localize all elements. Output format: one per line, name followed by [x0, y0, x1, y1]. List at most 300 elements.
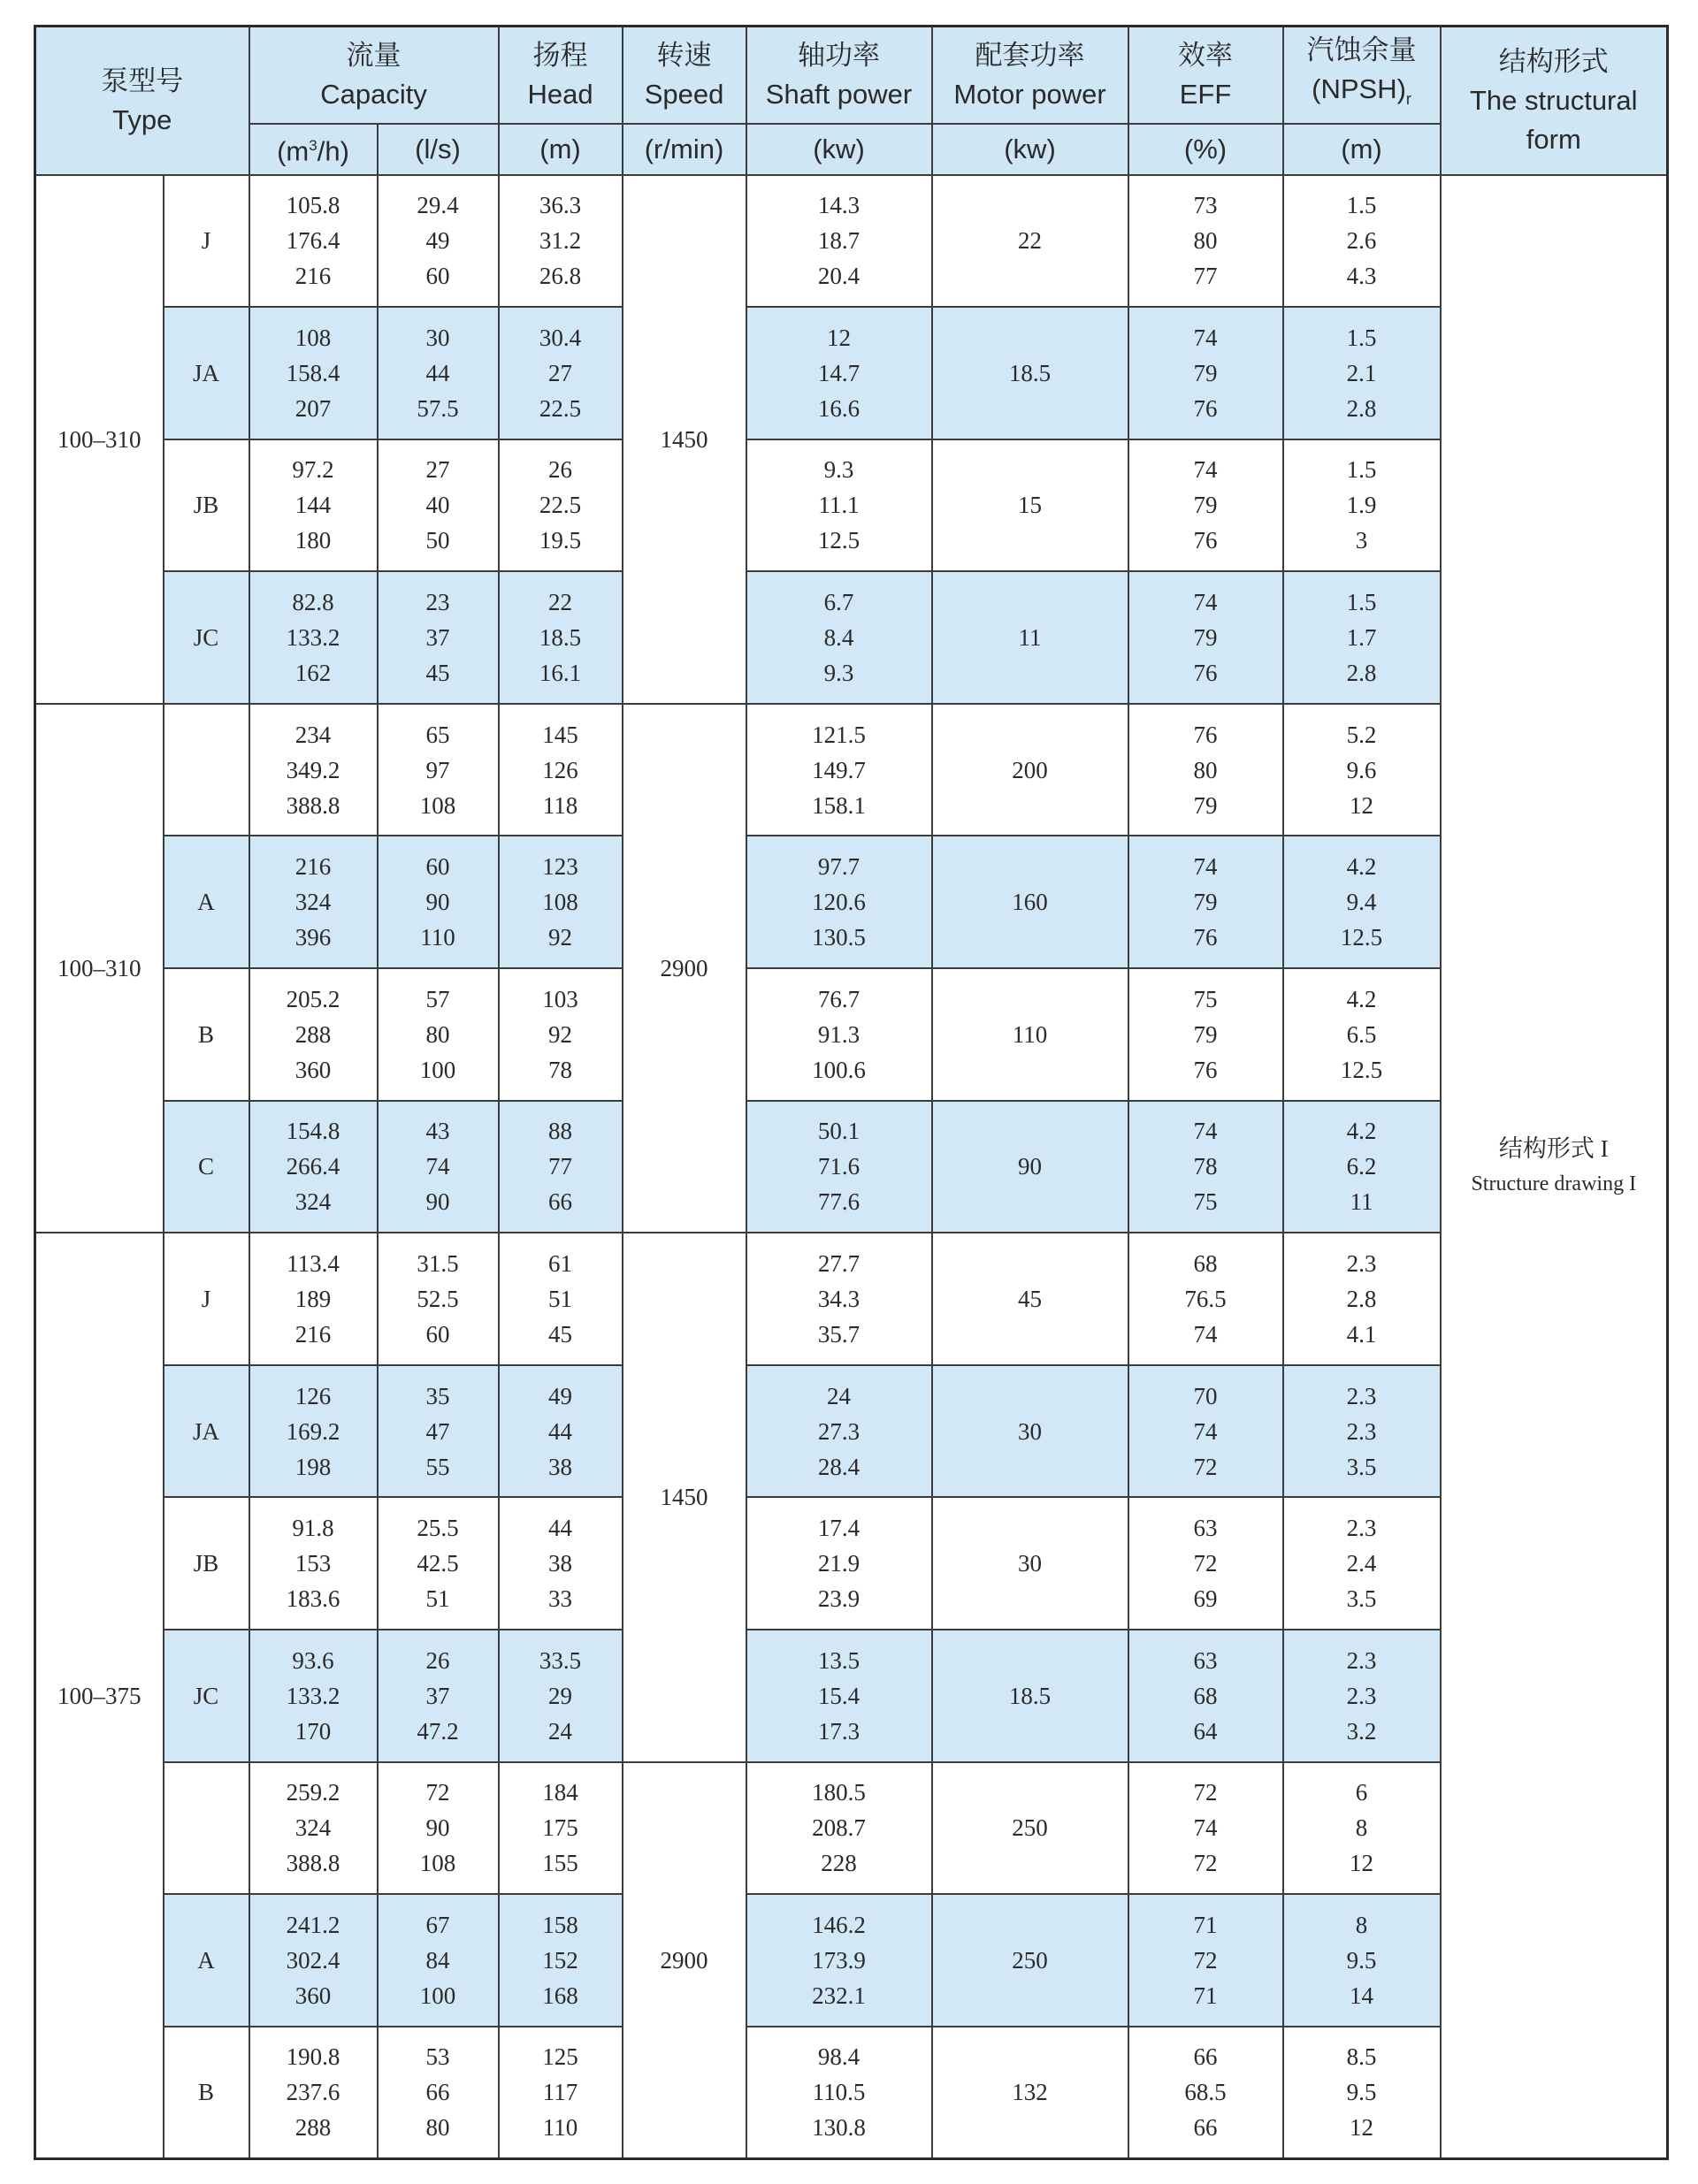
- npsh-value: 3.5: [1346, 1585, 1377, 1613]
- eff-value: 70: [1193, 1382, 1218, 1409]
- q_ls-cell: [378, 1497, 499, 1630]
- eff-value: 71: [1193, 1982, 1218, 2010]
- head-value: 38: [548, 1453, 573, 1480]
- eff-cell: [1128, 1762, 1283, 1895]
- q_m3h-value: 158.4: [286, 359, 340, 386]
- npsh-value: 8: [1355, 1814, 1368, 1842]
- q_m3h-value: 324: [294, 889, 332, 916]
- q_ls-value: 55: [425, 1453, 450, 1480]
- eff-value: 63: [1193, 1646, 1218, 1674]
- q_ls-value: 25.5: [417, 1515, 459, 1542]
- q_ls-value: 27: [425, 456, 450, 484]
- eff-value: 77: [1193, 263, 1218, 290]
- npsh-value: 4.2: [1346, 985, 1377, 1012]
- eff-value: 79: [1193, 359, 1218, 386]
- shaft-cell: [746, 307, 932, 439]
- head-value: 123: [542, 853, 578, 881]
- model-cell: 100–310: [35, 704, 164, 1233]
- q_ls-cell: [378, 1762, 499, 1895]
- npsh-cell: [1283, 1101, 1441, 1233]
- q_m3h-cell: [249, 175, 378, 308]
- eff-value: 76.5: [1184, 1286, 1227, 1313]
- q_m3h-cell: [249, 307, 378, 439]
- q_ls-value: 74: [425, 1153, 450, 1180]
- table-row: [35, 571, 1668, 704]
- eff-value: 69: [1193, 1585, 1218, 1613]
- npsh-cell: [1283, 175, 1441, 308]
- shaft-value: 21.9: [817, 1550, 860, 1577]
- head-value: 22.5: [539, 394, 582, 422]
- head-value: 27: [548, 359, 573, 386]
- shaft-value: 208.7: [812, 1814, 866, 1842]
- shaft-cell: [746, 571, 932, 704]
- q_m3h-value: 176.4: [286, 227, 340, 255]
- eff-cell: [1128, 1101, 1283, 1233]
- npsh-cell: [1283, 1630, 1441, 1762]
- npsh-value: 3.2: [1346, 1717, 1377, 1745]
- unit-m3h: $(m^3/h)$: [249, 124, 378, 175]
- motor-cell: 132: [932, 2027, 1128, 2159]
- eff-value: 79: [1193, 791, 1218, 819]
- q_m3h-value: 170: [294, 1717, 332, 1745]
- q_m3h-cell: [249, 1101, 378, 1233]
- eff-value: 68: [1193, 1250, 1218, 1278]
- table-body: [35, 175, 1668, 2159]
- q_m3h-value: 198: [294, 1453, 332, 1480]
- header-speed: 转速 Speed: [623, 27, 746, 124]
- eff-cell: [1128, 836, 1283, 968]
- q_ls-value: 60: [425, 1321, 450, 1348]
- table-row: [35, 968, 1668, 1101]
- npsh-value: 2.4: [1346, 1550, 1377, 1577]
- npsh-value: 1.5: [1346, 456, 1377, 484]
- q_ls-value: 108: [419, 1850, 456, 1877]
- eff-value: 79: [1193, 1020, 1218, 1048]
- q_ls-value: 23: [425, 589, 450, 616]
- head-cell: [499, 439, 623, 572]
- q_m3h-value: 237.6: [286, 2079, 340, 2106]
- head-value: 61: [548, 1250, 573, 1278]
- q_ls-value: 80: [425, 2114, 450, 2142]
- unit-kw-shaft: (kw): [746, 124, 932, 175]
- q_ls-value: 31.5: [417, 1250, 459, 1278]
- npsh-cell: [1283, 439, 1441, 572]
- npsh-value: 2.1: [1346, 359, 1377, 386]
- shaft-value: 34.3: [817, 1286, 860, 1313]
- shaft-value: 91.3: [817, 1020, 860, 1048]
- q_m3h-value: 216: [294, 853, 332, 881]
- q_ls-value: 65: [425, 721, 450, 748]
- head-value: 26.8: [539, 263, 582, 290]
- table-row: [35, 1762, 1668, 1895]
- q_m3h-value: 97.2: [292, 456, 334, 484]
- head-value: 78: [548, 1056, 573, 1083]
- shaft-value: 28.4: [817, 1453, 860, 1480]
- table-row: [35, 1233, 1668, 1365]
- shaft-value: 158.1: [812, 791, 866, 819]
- variant-cell: J: [164, 1233, 249, 1365]
- motor-cell: 30: [932, 1497, 1128, 1630]
- q_ls-cell: [378, 836, 499, 968]
- header-head: 扬程 Head: [499, 27, 623, 124]
- header-npsh: 汽蚀余量 $(NPSH)_r$: [1283, 27, 1441, 124]
- table-row: [35, 175, 1668, 308]
- shaft-cell: [746, 439, 932, 572]
- variant-cell: [164, 704, 249, 836]
- shaft-cell: [746, 836, 932, 968]
- eff-value: 72: [1193, 1453, 1218, 1480]
- npsh-cell: [1283, 1762, 1441, 1895]
- head-value: 145: [542, 721, 578, 748]
- shaft-value: 100.6: [812, 1056, 866, 1083]
- npsh-cell: [1283, 2027, 1441, 2159]
- q_m3h-cell: [249, 2027, 378, 2159]
- q_ls-value: 50: [425, 527, 450, 554]
- variant-cell: JC: [164, 1630, 249, 1762]
- eff-value: 71: [1193, 1912, 1218, 1939]
- shaft-value: 97.7: [817, 853, 860, 881]
- q_m3h-value: 234: [294, 721, 332, 748]
- head-value: 45: [548, 1321, 573, 1348]
- head-value: 126: [542, 756, 578, 783]
- eff-value: 74: [1193, 589, 1218, 616]
- eff-value: 68: [1193, 1682, 1218, 1709]
- shaft-value: 77.6: [817, 1188, 860, 1216]
- q_ls-value: 110: [420, 924, 455, 951]
- npsh-value: 3: [1355, 527, 1368, 554]
- shaft-value: 17.3: [817, 1717, 860, 1745]
- eff-value: 79: [1193, 492, 1218, 519]
- header-shaft-power: 轴功率 Shaft power: [746, 27, 932, 124]
- shaft-value: 98.4: [817, 2043, 860, 2071]
- shaft-value: 50.1: [817, 1118, 860, 1145]
- npsh-value: 9.5: [1346, 2079, 1377, 2106]
- shaft-value: 27.7: [817, 1250, 860, 1278]
- shaft-value: 16.6: [817, 394, 860, 422]
- head-value: 88: [548, 1118, 573, 1145]
- head-cell: [499, 307, 623, 439]
- q_m3h-value: 82.8: [292, 589, 334, 616]
- shaft-value: 13.5: [817, 1646, 860, 1674]
- shaft-value: 228: [821, 1850, 857, 1877]
- head-value: 175: [542, 1814, 578, 1842]
- npsh-value: 4.1: [1346, 1321, 1377, 1348]
- q_m3h-cell: [249, 1233, 378, 1365]
- head-value: 77: [548, 1153, 573, 1180]
- table-row: [35, 1894, 1668, 2027]
- head-value: 38: [548, 1550, 573, 1577]
- head-value: 19.5: [539, 527, 582, 554]
- q_ls-cell: [378, 1630, 499, 1762]
- table-row: [35, 1101, 1668, 1233]
- npsh-cell: [1283, 1365, 1441, 1498]
- npsh-value: 12: [1350, 2114, 1374, 2142]
- q_ls-value: 29.4: [417, 192, 459, 219]
- eff-value: 73: [1193, 192, 1218, 219]
- q_m3h-cell: [249, 1762, 378, 1895]
- q_ls-cell: [378, 175, 499, 308]
- eff-value: 75: [1193, 985, 1218, 1012]
- shaft-value: 23.9: [817, 1585, 860, 1613]
- head-cell: [499, 704, 623, 836]
- npsh-cell: [1283, 1497, 1441, 1630]
- motor-cell: 11: [932, 571, 1128, 704]
- eff-value: 76: [1193, 721, 1218, 748]
- q_m3h-value: 183.6: [286, 1585, 340, 1613]
- motor-cell: 160: [932, 836, 1128, 968]
- shaft-cell: [746, 1101, 932, 1233]
- head-value: 49: [548, 1382, 573, 1409]
- q_m3h-value: 388.8: [286, 791, 340, 819]
- shaft-value: 173.9: [812, 1947, 866, 1974]
- head-value: 125: [542, 2043, 578, 2071]
- head-cell: [499, 1365, 623, 1498]
- npsh-value: 8: [1355, 1912, 1368, 1939]
- model-cell: 100–375: [35, 1233, 164, 2158]
- q_m3h-value: 93.6: [292, 1646, 334, 1674]
- npsh-value: 6.5: [1346, 1020, 1377, 1048]
- q_m3h-value: 288: [294, 2114, 332, 2142]
- npsh-value: 9.5: [1346, 1947, 1377, 1974]
- unit-pct: (%): [1128, 124, 1283, 175]
- motor-cell: 200: [932, 704, 1128, 836]
- q_ls-value: 90: [425, 889, 450, 916]
- q_ls-value: 43: [425, 1118, 450, 1145]
- motor-cell: 18.5: [932, 1630, 1128, 1762]
- structure-cell: [1441, 175, 1668, 2159]
- q_m3h-value: 154.8: [286, 1118, 340, 1145]
- eff-value: 74: [1193, 324, 1218, 351]
- eff-value: 72: [1193, 1947, 1218, 1974]
- npsh-value: 9.6: [1346, 756, 1377, 783]
- head-value: 110: [542, 2114, 578, 2142]
- head-value: 30.4: [539, 324, 582, 351]
- eff-value: 78: [1193, 1153, 1218, 1180]
- shaft-value: 8.4: [823, 624, 854, 652]
- q_m3h-value: 169.2: [286, 1417, 340, 1445]
- head-value: 152: [542, 1947, 578, 1974]
- npsh-value: 2.3: [1346, 1515, 1377, 1542]
- shaft-cell: [746, 1630, 932, 1762]
- variant-cell: JB: [164, 439, 249, 572]
- head-value: 22.5: [539, 492, 582, 519]
- shaft-cell: [746, 2027, 932, 2159]
- q_m3h-value: 207: [294, 394, 332, 422]
- q_ls-value: 44: [425, 359, 450, 386]
- q_m3h-value: 180: [294, 527, 332, 554]
- structure-label-cn: 结构形式 I: [1498, 1135, 1609, 1163]
- npsh-value: 2.8: [1346, 394, 1377, 422]
- eff-value: 76: [1193, 1056, 1218, 1083]
- head-value: 118: [542, 791, 578, 819]
- q_m3h-value: 153: [294, 1550, 332, 1577]
- shaft-value: 121.5: [812, 721, 866, 748]
- q_m3h-value: 360: [294, 1056, 332, 1083]
- unit-m-head: (m): [499, 124, 623, 175]
- shaft-value: 12.5: [817, 527, 860, 554]
- npsh-cell: [1283, 836, 1441, 968]
- eff-cell: [1128, 1630, 1283, 1762]
- unit-ls: (l/s): [378, 124, 499, 175]
- header-motor-power: 配套功率 Motor power: [932, 27, 1128, 124]
- npsh-cell: [1283, 968, 1441, 1101]
- q_ls-value: 90: [425, 1188, 450, 1216]
- unit-kw-motor: (kw): [932, 124, 1128, 175]
- shaft-value: 15.4: [817, 1682, 860, 1709]
- npsh-value: 1.5: [1346, 324, 1377, 351]
- shaft-value: 149.7: [812, 756, 866, 783]
- q_ls-value: 47: [425, 1417, 450, 1445]
- eff-value: 76: [1193, 924, 1218, 951]
- eff-cell: [1128, 1233, 1283, 1365]
- q_ls-value: 97: [425, 756, 450, 783]
- q_ls-value: 37: [425, 624, 450, 652]
- q_m3h-value: 324: [294, 1814, 332, 1842]
- header-capacity: 流量 Capacity: [249, 27, 499, 124]
- eff-value: 79: [1193, 624, 1218, 652]
- eff-cell: [1128, 1365, 1283, 1498]
- shaft-cell: [746, 968, 932, 1101]
- eff-value: 76: [1193, 394, 1218, 422]
- q_m3h-value: 241.2: [286, 1912, 340, 1939]
- eff-value: 75: [1193, 1188, 1218, 1216]
- q_ls-value: 100: [419, 1056, 456, 1083]
- speed-cell: 1450: [623, 1233, 746, 1761]
- q_m3h-cell: [249, 1894, 378, 2027]
- eff-value: 68.5: [1184, 2079, 1227, 2106]
- motor-cell: 250: [932, 1894, 1128, 2027]
- q_ls-value: 47.2: [417, 1717, 459, 1745]
- head-value: 18.5: [539, 624, 582, 652]
- shaft-cell: [746, 1365, 932, 1498]
- motor-cell: 250: [932, 1762, 1128, 1895]
- head-value: 51: [548, 1286, 573, 1313]
- head-value: 92: [548, 1020, 573, 1048]
- shaft-value: 6.7: [823, 589, 854, 616]
- head-cell: [499, 836, 623, 968]
- q_ls-value: 53: [425, 2043, 450, 2071]
- motor-cell: 22: [932, 175, 1128, 308]
- q_m3h-value: 126: [294, 1382, 332, 1409]
- variant-cell: A: [164, 1894, 249, 2027]
- shaft-value: 27.3: [817, 1417, 860, 1445]
- npsh-value: 1.5: [1346, 589, 1377, 616]
- speed-cell: 2900: [623, 704, 746, 1233]
- q_ls-value: 52.5: [417, 1286, 459, 1313]
- variant-cell: B: [164, 968, 249, 1101]
- head-cell: [499, 1894, 623, 2027]
- shaft-cell: [746, 1497, 932, 1630]
- q_ls-cell: [378, 1894, 499, 2027]
- q_m3h-value: 144: [294, 492, 332, 519]
- npsh-cell: [1283, 1233, 1441, 1365]
- q_ls-value: 37: [425, 1682, 450, 1709]
- q_m3h-cell: [249, 968, 378, 1101]
- head-value: 31.2: [539, 227, 582, 255]
- q_ls-cell: [378, 307, 499, 439]
- eff-cell: [1128, 1894, 1283, 2027]
- head-value: 158: [542, 1912, 578, 1939]
- structure-label-en: Structure drawing I: [1471, 1172, 1637, 1196]
- shaft-value: 14.7: [817, 359, 860, 386]
- q_m3h-value: 113.4: [287, 1250, 340, 1278]
- npsh-cell: [1283, 307, 1441, 439]
- q_m3h-value: 205.2: [286, 985, 340, 1012]
- eff-value: 76: [1193, 527, 1218, 554]
- table-row: [35, 2027, 1668, 2159]
- npsh-value: 1.5: [1346, 192, 1377, 219]
- eff-value: 72: [1193, 1779, 1218, 1806]
- eff-value: 66: [1193, 2043, 1218, 2071]
- q_m3h-value: 349.2: [286, 756, 340, 783]
- npsh-value: 2.6: [1346, 227, 1377, 255]
- header-structure: 结构形式 The structural form: [1441, 27, 1668, 175]
- eff-value: 74: [1193, 853, 1218, 881]
- shaft-cell: [746, 1894, 932, 2027]
- head-cell: [499, 968, 623, 1101]
- npsh-value: 12: [1350, 1850, 1374, 1877]
- q_m3h-cell: [249, 1630, 378, 1762]
- eff-value: 74: [1193, 1321, 1218, 1348]
- q_m3h-cell: [249, 439, 378, 572]
- eff-value: 72: [1193, 1550, 1218, 1577]
- shaft-cell: [746, 704, 932, 836]
- motor-cell: 18.5: [932, 307, 1128, 439]
- variant-cell: B: [164, 2027, 249, 2159]
- q_m3h-cell: [249, 1365, 378, 1498]
- motor-cell: 15: [932, 439, 1128, 572]
- head-value: 103: [542, 985, 578, 1012]
- q_ls-cell: [378, 704, 499, 836]
- q_ls-value: 26: [425, 1646, 450, 1674]
- q_ls-cell: [378, 1365, 499, 1498]
- table-row: [35, 1630, 1668, 1762]
- npsh-value: 2.3: [1346, 1382, 1377, 1409]
- eff-cell: [1128, 175, 1283, 308]
- eff-value: 72: [1193, 1850, 1218, 1877]
- shaft-value: 14.3: [817, 192, 860, 219]
- variant-cell: [164, 1762, 249, 1895]
- variant-cell: JA: [164, 307, 249, 439]
- q_ls-cell: [378, 968, 499, 1101]
- header-eff: 效率 EFF: [1128, 27, 1283, 124]
- q_ls-value: 90: [425, 1814, 450, 1842]
- q_m3h-value: 324: [294, 1188, 332, 1216]
- speed-cell: 2900: [623, 1762, 746, 2159]
- q_ls-cell: [378, 2027, 499, 2159]
- eff-cell: [1128, 439, 1283, 572]
- head-value: 24: [548, 1717, 573, 1745]
- npsh-value: 3.5: [1346, 1453, 1377, 1480]
- eff-cell: [1128, 704, 1283, 836]
- eff-value: 74: [1193, 1814, 1218, 1842]
- q_m3h-value: 288: [294, 1020, 332, 1048]
- shaft-value: 130.5: [812, 924, 866, 951]
- head-value: 168: [542, 1982, 578, 2010]
- variant-cell: A: [164, 836, 249, 968]
- head-value: 29: [548, 1682, 573, 1709]
- eff-cell: [1128, 571, 1283, 704]
- head-value: 184: [542, 1779, 578, 1806]
- npsh-value: 14: [1350, 1982, 1374, 2010]
- q_m3h-cell: [249, 836, 378, 968]
- head-cell: [499, 175, 623, 308]
- table-row: [35, 704, 1668, 836]
- head-value: 26: [548, 456, 573, 484]
- eff-value: 80: [1193, 756, 1218, 783]
- shaft-value: 9.3: [823, 456, 854, 484]
- head-cell: [499, 1233, 623, 1365]
